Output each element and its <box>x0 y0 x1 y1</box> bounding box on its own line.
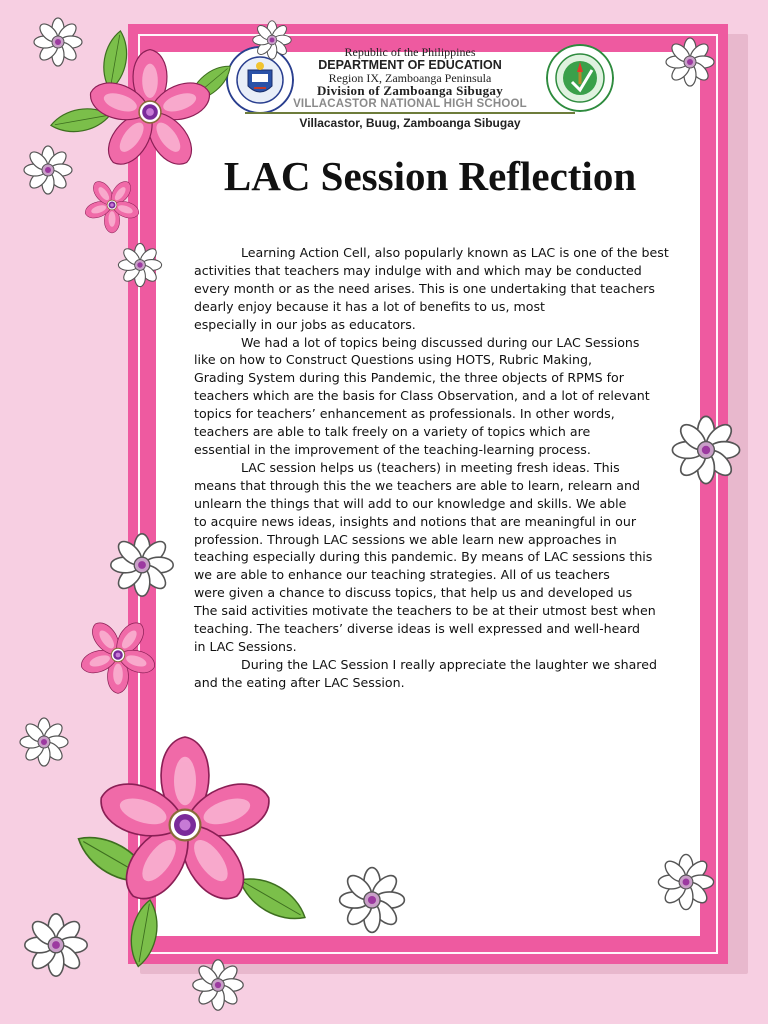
body-line: to acquire news ideas, insights and notions that are meaningful in our <box>194 513 637 529</box>
body-line: in LAC Sessions. <box>194 638 297 654</box>
region-line: Region IX, Zamboanga Peninsula <box>328 70 492 85</box>
body-line: especially in our jobs as educators. <box>194 316 416 332</box>
body-line: unlearn the things that will add to our knowledge and skills. We able <box>194 495 627 511</box>
body-line: profession. Through LAC sessions we able learn new approaches in <box>194 531 617 547</box>
body-line: like on how to Construct Questions using HOTS, Rubric Making, <box>194 352 593 368</box>
body-line: Grading System during this Pandemic, the three objects of RPMS for <box>194 370 624 386</box>
republic-line: Republic of the Philippines <box>344 45 476 59</box>
body-line: We had a lot of topics being discussed during our LAC Sessions <box>241 334 640 350</box>
body-line: we are able to enhance our teaching strategies. All of us teachers <box>194 567 610 583</box>
body-line: LAC session helps us (teachers) in meeting fresh ideas. This <box>241 459 620 475</box>
body-line: During the LAC Session I really appreciate the laughter we shared <box>241 656 657 672</box>
body-line: The said activities motivate the teachers to be at their utmost best when <box>194 603 656 619</box>
page-title: LAC Session Reflection <box>223 153 637 199</box>
body-line: every month or as the need arises. This is one undertaking that teachers <box>194 280 655 296</box>
body-line: dearly enjoy because it has a lot of benefits to us, most <box>194 298 545 314</box>
department-line: DEPARTMENT OF EDUCATION <box>318 57 502 72</box>
school-name: VILLACASTOR NATIONAL HIGH SCHOOL <box>293 97 527 110</box>
body-line: topics for teachers’ enhancement as professionals. In other words, <box>194 406 615 422</box>
body-line: teaching especially during this pandemic. By means of LAC sessions this <box>194 549 653 565</box>
body-line: Learning Action Cell, also popularly known as LAC is one of the best <box>241 245 669 260</box>
body-line: were given a chance to discuss topics, that help us and developed us <box>194 585 633 601</box>
body-line: teaching. The teachers’ diverse ideas is well expressed and well-heard <box>194 621 641 637</box>
body-line: means that through this the we teachers are able to learn, relearn and <box>194 477 640 493</box>
body-line: teachers are able to talk freely on a variety of topics which are <box>194 424 591 440</box>
body-line: activities that teachers may indulge with and which may be conducted <box>194 262 642 278</box>
body-line: teachers which are the basis for Class Observation, and a lot of relevant <box>194 388 650 404</box>
division-line: Division of Zamboanga Sibugay <box>316 83 504 99</box>
body-line: and the eating after LAC Session. <box>194 674 405 690</box>
body-line: essential in the improvement of the teaching-learning process. <box>194 441 591 457</box>
school-address: Villacastor, Buug, Zamboanga Sibugay <box>299 116 521 130</box>
